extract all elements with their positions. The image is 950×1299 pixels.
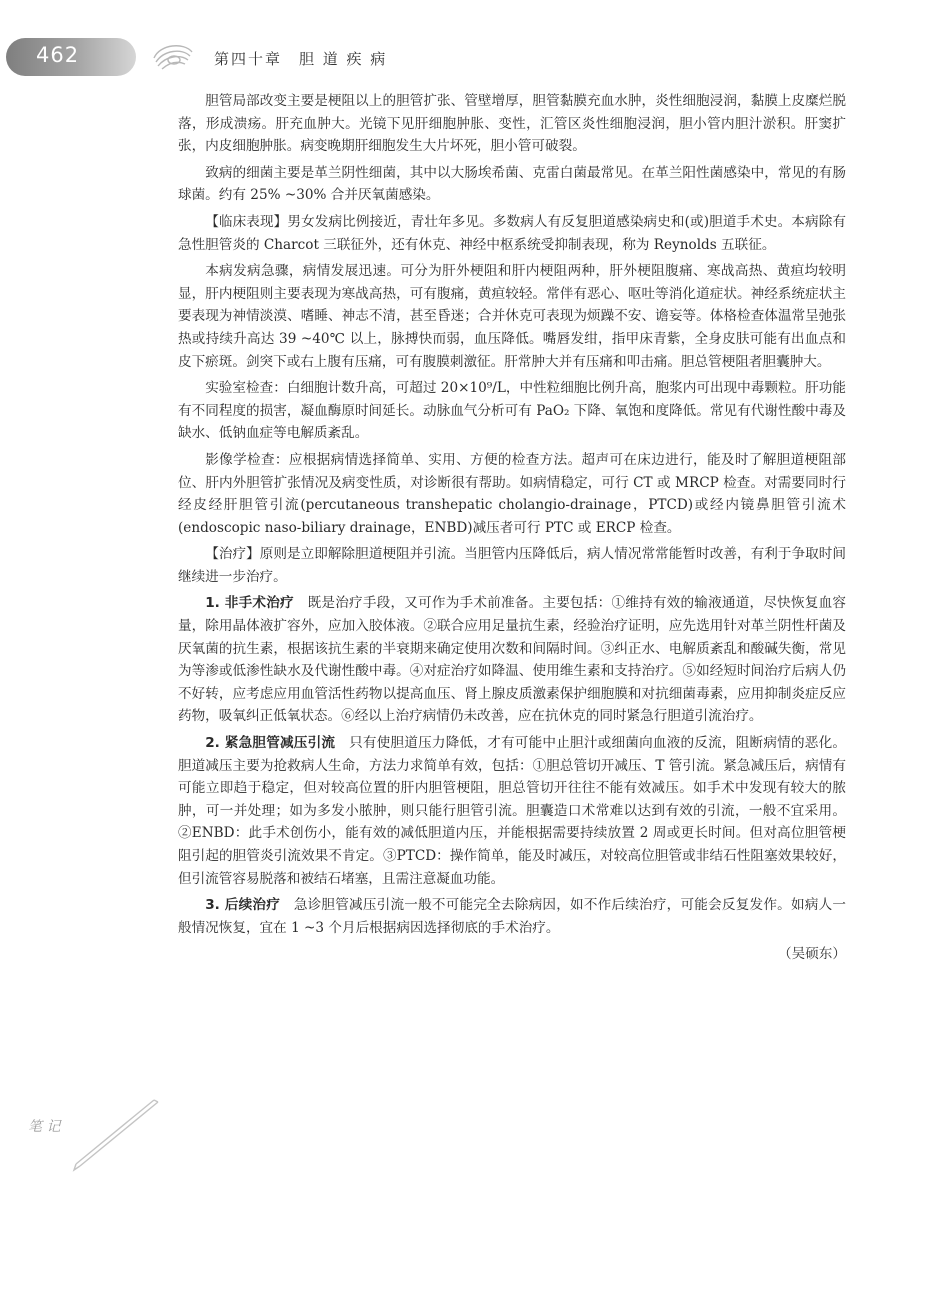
clinical-label: 【临床表现】 xyxy=(205,213,288,230)
notes-label: 笔 记 xyxy=(28,1119,61,1135)
paragraph: 影像学检查：应根据病情选择简单、实用、方便的检查方法。超声可在床边进行，能及时了解胆道梗阻部位、肝内外胆管扩张情况及病变性质，对诊断很有帮助。如病情稳定，可行 CT 或 MRCP 检查。对需要同时行经皮经肝胆管引流(percutaneous transhepatic cholangio-drainage，PTCD)或经内镜鼻胆管引流术(endoscopic naso-biliary drainage，ENBD)减压者可行 PTC 或 ERCP 检查。 xyxy=(178,451,846,536)
paragraph: 致病的细菌主要是革兰阴性细菌，其中以大肠埃希菌、克雷白菌最常见。在革兰阳性菌感染中，常见的有肠球菌。约有 25% ~30% 合并厌氧菌感染。 xyxy=(178,164,846,204)
paragraph: 本病发病急骤，病情发展迅速。可分为肝外梗阻和肝内梗阻两种，肝外梗阻腹痛、寒战高热、黄疸均较明显，肝内梗阻则主要表现为寒战高热，可有腹痛，黄疸较轻。常伴有恶心、呕吐等消化道症状。神经系统症状主要表现为神情淡漠、嗜睡、神志不清，甚至昏迷；合并休克可表现为烦躁不安、谵妄等。体格检查体温常呈弛张热或持续升高达 39 ~40℃ 以上，脉搏快而弱，血压降低。嘴唇发绀，指甲床青紫，全身皮肤可能有出血点和皮下瘀斑。剑突下或右上腹有压痛，可有腹膜刺激征。肝常肿大并有压痛和叩击痛。胆总管梗阻者胆囊肿大。 xyxy=(178,263,846,370)
chapter-title: 第四十章 胆 道 疾 病 xyxy=(214,50,388,68)
notes-margin xyxy=(22,1092,172,1172)
swirl-logo-icon xyxy=(150,36,196,76)
clinical-paragraph xyxy=(178,211,846,256)
author-signature: （吴硕东） xyxy=(778,946,846,963)
section-paragraph xyxy=(178,732,846,890)
paragraph: 胆管局部改变主要是梗阻以上的胆管扩张、管壁增厚，胆管黏膜充血水肿，炎性细胞浸润，黏膜上皮糜烂脱落，形成溃疡。肝充血肿大。光镜下见肝细胞肿胀、变性，汇管区炎性细胞浸润，胆小管内胆汁淤积。肝窦扩张，内皮细胞肿胀。病变晚期肝细胞发生大片坏死，胆小管可破裂。 xyxy=(178,93,846,155)
section-text: 只有使胆道压力降低，才有可能中止胆汁或细菌向血液的反流，阻断病情的恶化。胆道减压主要为抢救病人生命，方法力求简单有效，包括：①胆总管切开减压、T 管引流。紧急减压后，病情有可能立即趋于稳定，但对较高位置的肝内胆管梗阻，胆总管切开往往不能有效减压。如手术中发现有较大的脓肿，可一并处理；如为多发小脓肿，则只能行胆管引流。胆囊造口术常难以达到有效的引流，一般不宜采用。②ENBD：此手术创伤小，能有效的减低胆道内压，并能根据需要持续放置 2 周或更长时间。但对高位胆管梗阻引起的胆管炎引流效果不肯定。③PTCD：操作简单，能及时减压，对较高位胆管或非结石性阻塞效果较好，但引流管容易脱落和被结石堵塞，且需注意凝血功能。 xyxy=(178,735,847,887)
section-heading: 3. 后续治疗 xyxy=(205,897,280,914)
treatment-label: 【治疗】 xyxy=(205,546,260,563)
clinical-text: 男女发病比例接近，青壮年多见。多数病人有反复胆道感染病史和(或)胆道手术史。本病除有急性胆管炎的 Charcot 三联征外，还有休克、神经中枢系统受抑制表现，称为 Reynolds 五联征。 xyxy=(178,213,846,253)
page-number: 462 xyxy=(36,43,80,67)
page-header xyxy=(0,0,950,80)
pen-icon xyxy=(66,1092,166,1172)
section-paragraph xyxy=(178,894,846,939)
section-paragraph xyxy=(178,592,846,728)
body-text xyxy=(178,90,846,966)
paragraph: 实验室检查：白细胞计数升高，可超过 20×10⁹/L，中性粒细胞比例升高，胞浆内可出现中毒颗粒。肝功能有不同程度的损害，凝血酶原时间延长。动脉血气分析可有 PaO₂ 下降、氧饱和度降低。常见有代谢性酸中毒及缺水、低钠血症等电解质紊乱。 xyxy=(178,380,846,442)
section-heading: 1. 非手术治疗 xyxy=(205,595,294,612)
treatment-text: 原则是立即解除胆道梗阻并引流。当胆管内压降低后，病人情况常常能暂时改善，有利于争取时间继续进一步治疗。 xyxy=(178,546,847,585)
section-text: 急诊胆管减压引流一般不可能完全去除病因，如不作后续治疗，可能会反复发作。如病人一般情况恢复，宜在 1 ~3 个月后根据病因选择彻底的手术治疗。 xyxy=(178,897,846,936)
section-text: 既是治疗手段，又可作为手术前准备。主要包括：①维持有效的输液通道，尽快恢复血容量，除用晶体液扩容外，应加入胶体液。②联合应用足量抗生素，经验治疗证明，应先选用针对革兰阴性杆菌及厌氧菌的抗生素，根据该抗生素的半衰期来确定使用次数和间隔时间。③纠正水、电解质紊乱和酸碱失衡，常见为等渗或低渗性缺水及代谢性酸中毒。④对症治疗如降温、使用维生素和支持治疗。⑤如经短时间治疗后病人仍不好转，应考虑应用血管活性药物以提高血压、肾上腺皮质激素保护细胞膜和对抗细菌毒素，应用抑制炎症反应药物，吸氧纠正低氧状态。⑥经以上治疗病情仍未改善，应在抗休克的同时紧急行胆道引流治疗。 xyxy=(178,595,846,725)
section-heading: 2. 紧急胆管减压引流 xyxy=(205,735,336,752)
treatment-paragraph xyxy=(178,543,846,588)
